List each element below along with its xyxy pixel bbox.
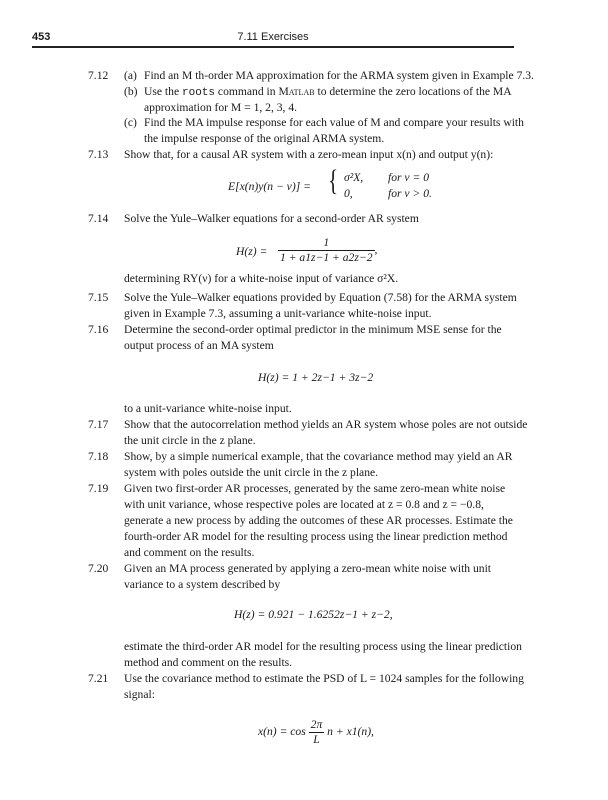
exercise-text: the unit circle in the z plane.: [124, 434, 256, 447]
section-title: 7.11 Exercises: [237, 31, 309, 43]
part-label: (a): [124, 69, 137, 82]
exercise-text: approximation for M = 1, 2, 3, 4.: [144, 101, 298, 114]
exercise-number: 7.12: [88, 69, 109, 82]
exercise-text: signal:: [124, 688, 155, 701]
fraction-numerator: 2π: [310, 718, 323, 731]
exercise-text: system with poles outside the unit circle in the z plane.: [124, 466, 379, 479]
exercise-text: Solve the Yule–Walker equations provided by Equation (7.58) for the ARMA system: [124, 291, 517, 304]
equation: H(z) = 1 + 2z−1 + 3z−2: [258, 371, 374, 384]
header-rule: [32, 46, 514, 48]
equation: [258, 718, 374, 747]
exercise-number: 7.20: [88, 562, 109, 575]
exercise-text: Find the MA impulse response for each value of M and compare your results with: [144, 116, 524, 129]
exercise-number: 7.18: [88, 450, 109, 463]
exercise-text: Show that, for a causal AR system with a zero-mean input x(n) and output y(n):: [124, 148, 494, 161]
exercise-text: generate a new process by adding the outcomes of these AR processes. Estimate the: [124, 514, 513, 527]
brace: {: [328, 164, 339, 197]
exercise-number: 7.19: [88, 482, 109, 495]
case-condition: for ν > 0.: [388, 187, 432, 200]
exercise-text: and comment on the results.: [124, 546, 255, 559]
code-roots: roots: [182, 87, 216, 99]
exercise-text: to a unit-variance white-noise input.: [124, 402, 292, 415]
fraction-denominator: L: [313, 733, 320, 746]
part-label: (b): [124, 85, 138, 98]
exercise-text: Show that the autocorrelation method yields an AR system whose poles are not outside: [124, 418, 528, 431]
exercise-text: Use the roots command in Matlab to determine the zero locations of the MA: [144, 85, 512, 99]
exercise-number: 7.16: [88, 323, 109, 336]
exercise-text: Show, by a simple numerical example, that the covariance method may yield an AR: [124, 450, 513, 463]
case-condition: for ν = 0: [388, 171, 429, 184]
exercise-text: with unit variance, whose respective poles are located at z = 0.8 and z = −0.8,: [124, 498, 484, 511]
exercise-number: 7.17: [88, 418, 109, 431]
equation-lhs: E[x(n)y(n − ν)] =: [228, 180, 311, 193]
exercise-text: Determine the second-order optimal predictor in the minimum MSE sense for the: [124, 323, 502, 336]
fraction-numerator: 1: [278, 236, 375, 251]
exercise-text: variance to a system described by: [124, 578, 281, 591]
exercise-number: 7.14: [88, 212, 109, 225]
exercise-text: Solve the Yule–Walker equations for a second-order AR system: [124, 212, 419, 225]
fraction: $\frac{1}{1 + a1z-1 + a2z-2}$ ,: [280, 236, 378, 264]
exercise-text: Given an MA process generated by applying a zero-mean white noise with unit: [124, 562, 492, 575]
case-value: 0,: [344, 187, 353, 200]
exercise-text: method and comment on the results.: [124, 656, 293, 669]
exercise-number: 7.13: [88, 148, 109, 161]
exercise-text: fourth-order AR model for the resulting process using the linear prediction method: [124, 530, 508, 543]
running-header: [32, 31, 514, 45]
exercise-text: determining RY(ν) for a white-noise input of variance σ²X.: [124, 272, 399, 285]
exercise-text: given in Example 7.3, assuming a unit-variance white-noise input.: [124, 307, 432, 320]
exercise-number: 7.15: [88, 291, 109, 304]
exercise-text: Given two first-order AR processes, generated by the same zero-mean white noise: [124, 482, 506, 495]
exercise-text: output process of an MA system: [124, 339, 274, 352]
fraction-denominator: 1 + a1z−1 + a2z−2: [280, 251, 373, 264]
exercise-text: estimate the third-order AR model for the resulting process using the linear prediction: [124, 640, 522, 653]
exercise-text: Use the covariance method to estimate the PSD of L = 1024 samples for the following: [124, 672, 524, 685]
equation: H(z) = 0.921 − 1.6252z−1 + z−2,: [234, 608, 393, 621]
page-number: 453: [32, 31, 51, 43]
equation-lhs: x(n) = cos: [258, 725, 306, 739]
equation-lhs: H(z) =: [236, 245, 268, 258]
case-value: σ²X,: [344, 171, 364, 184]
part-label: (c): [124, 116, 137, 129]
matlab-label: Matlab: [278, 85, 315, 98]
exercise-text: Find an M th-order MA approximation for the ARMA system given in Example 7.3.: [144, 69, 534, 82]
exercise-text: the impulse response of the original ARMA system.: [144, 132, 385, 145]
exercise-number: 7.21: [88, 672, 109, 685]
equation-rhs: n + x1(n),: [327, 725, 374, 739]
